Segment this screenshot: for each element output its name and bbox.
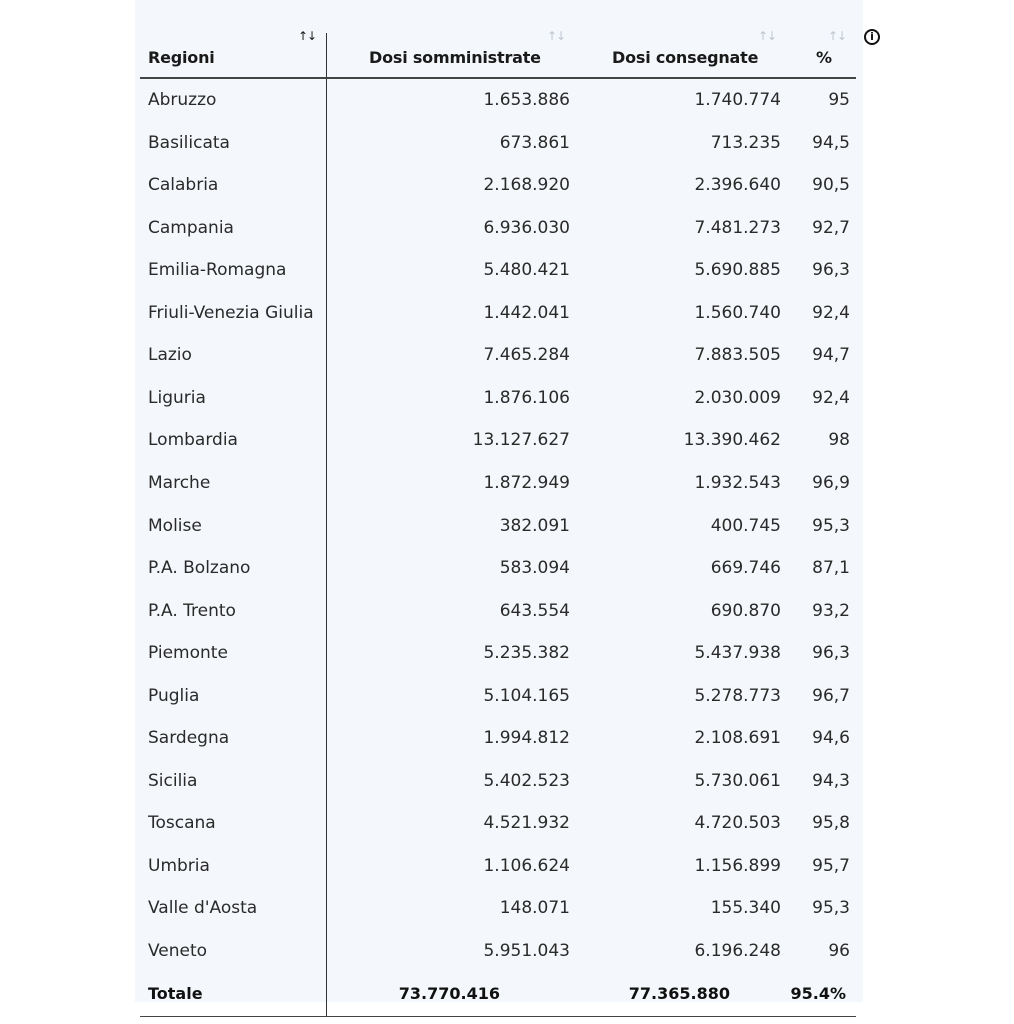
cell-percent: 94,6 xyxy=(812,728,850,748)
cell-region: Calabria xyxy=(148,175,219,195)
cell-delivered: 713.235 xyxy=(710,133,781,153)
cell-region: Lombardia xyxy=(148,430,238,450)
cell-percent: 95,3 xyxy=(812,516,850,536)
cell-percent: 98 xyxy=(828,430,850,450)
cell-region: Valle d'Aosta xyxy=(148,898,258,918)
total-row xyxy=(0,979,1014,1009)
table-row xyxy=(0,851,1014,881)
table-row xyxy=(0,723,1014,753)
table-row xyxy=(0,936,1014,966)
cell-delivered: 669.746 xyxy=(710,558,781,578)
cell-delivered: 6.196.248 xyxy=(694,941,781,961)
cell-administered: 2.168.920 xyxy=(483,175,570,195)
cell-region: Puglia xyxy=(148,686,200,706)
table-row xyxy=(0,766,1014,796)
cell-administered: 1.106.624 xyxy=(483,856,570,876)
cell-administered: 5.480.421 xyxy=(483,260,570,280)
cell-percent: 95,3 xyxy=(812,898,850,918)
total-percent: 95.4% xyxy=(790,984,846,1003)
cell-region: Toscana xyxy=(148,813,216,833)
table-row xyxy=(0,85,1014,115)
cell-percent: 90,5 xyxy=(812,175,850,195)
sort-icon-delivered[interactable]: ↑↓ xyxy=(758,29,777,43)
cell-region: Emilia-Romagna xyxy=(148,260,287,280)
cell-percent: 95,8 xyxy=(812,813,850,833)
cell-percent: 92,4 xyxy=(812,388,850,408)
cell-administered: 4.521.932 xyxy=(483,813,570,833)
cell-administered: 643.554 xyxy=(499,601,570,621)
cell-region: Basilicata xyxy=(148,133,230,153)
cell-percent: 96,7 xyxy=(812,686,850,706)
table-row xyxy=(0,255,1014,285)
table-row xyxy=(0,808,1014,838)
cell-delivered: 5.690.885 xyxy=(694,260,781,280)
cell-delivered: 4.720.503 xyxy=(694,813,781,833)
table-row xyxy=(0,511,1014,541)
cell-percent: 92,7 xyxy=(812,218,850,238)
cell-percent: 94,7 xyxy=(812,345,850,365)
table-row xyxy=(0,213,1014,243)
table-row xyxy=(0,468,1014,498)
cell-administered: 5.235.382 xyxy=(483,643,570,663)
table-row xyxy=(0,298,1014,328)
sort-icon-administered[interactable]: ↑↓ xyxy=(547,29,566,43)
header-percent[interactable]: % xyxy=(816,48,832,67)
table-row xyxy=(0,553,1014,583)
total-label: Totale xyxy=(148,984,203,1003)
cell-percent: 95 xyxy=(828,90,850,110)
cell-percent: 87,1 xyxy=(812,558,850,578)
cell-delivered: 2.396.640 xyxy=(694,175,781,195)
cell-percent: 94,5 xyxy=(812,133,850,153)
total-delivered: 77.365.880 xyxy=(628,984,730,1003)
cell-percent: 96,3 xyxy=(812,260,850,280)
cell-percent: 96 xyxy=(828,941,850,961)
cell-region: P.A. Trento xyxy=(148,601,236,621)
cell-administered: 5.104.165 xyxy=(483,686,570,706)
cell-region: Sardegna xyxy=(148,728,230,748)
cell-administered: 583.094 xyxy=(499,558,570,578)
cell-administered: 5.951.043 xyxy=(483,941,570,961)
table-row xyxy=(0,638,1014,668)
cell-region: Abruzzo xyxy=(148,90,217,110)
cell-delivered: 7.481.273 xyxy=(694,218,781,238)
cell-region: Sicilia xyxy=(148,771,198,791)
table-row xyxy=(0,170,1014,200)
header-administered[interactable]: Dosi somministrate xyxy=(369,48,541,67)
cell-percent: 94,3 xyxy=(812,771,850,791)
cell-administered: 673.861 xyxy=(499,133,570,153)
cell-region: Marche xyxy=(148,473,211,493)
table-row xyxy=(0,425,1014,455)
cell-delivered: 1.740.774 xyxy=(694,90,781,110)
cell-percent: 92,4 xyxy=(812,303,850,323)
cell-delivered: 5.730.061 xyxy=(694,771,781,791)
cell-region: Veneto xyxy=(148,941,208,961)
total-administered: 73.770.416 xyxy=(398,984,500,1003)
cell-administered: 1.872.949 xyxy=(483,473,570,493)
table-row xyxy=(0,340,1014,370)
cell-administered: 6.936.030 xyxy=(483,218,570,238)
cell-delivered: 5.278.773 xyxy=(694,686,781,706)
cell-delivered: 1.156.899 xyxy=(694,856,781,876)
cell-delivered: 2.108.691 xyxy=(694,728,781,748)
table-row xyxy=(0,596,1014,626)
cell-delivered: 400.745 xyxy=(710,516,781,536)
info-icon[interactable]: i xyxy=(864,29,880,45)
footer-rule xyxy=(140,1016,856,1017)
header-regioni[interactable]: Regioni xyxy=(148,48,215,67)
cell-region: Friuli-Venezia Giulia xyxy=(148,303,314,323)
cell-region: Molise xyxy=(148,516,202,536)
cell-region: Campania xyxy=(148,218,234,238)
cell-percent: 95,7 xyxy=(812,856,850,876)
cell-administered: 1.442.041 xyxy=(483,303,570,323)
cell-administered: 13.127.627 xyxy=(472,430,570,450)
cell-delivered: 1.932.543 xyxy=(694,473,781,493)
cell-region: Liguria xyxy=(148,388,206,408)
cell-region: Piemonte xyxy=(148,643,228,663)
cell-administered: 1.653.886 xyxy=(483,90,570,110)
cell-administered: 148.071 xyxy=(499,898,570,918)
cell-administered: 1.876.106 xyxy=(483,388,570,408)
cell-administered: 382.091 xyxy=(499,516,570,536)
cell-administered: 5.402.523 xyxy=(483,771,570,791)
table-row xyxy=(0,681,1014,711)
cell-delivered: 13.390.462 xyxy=(683,430,781,450)
cell-percent: 93,2 xyxy=(812,601,850,621)
cell-delivered: 2.030.009 xyxy=(694,388,781,408)
cell-region: Umbria xyxy=(148,856,210,876)
cell-delivered: 1.560.740 xyxy=(694,303,781,323)
cell-delivered: 690.870 xyxy=(710,601,781,621)
header-delivered[interactable]: Dosi consegnate xyxy=(612,48,759,67)
cell-delivered: 155.340 xyxy=(710,898,781,918)
sort-icon-percent[interactable]: ↑↓ xyxy=(828,29,847,43)
sort-icon-regioni[interactable]: ↑↓ xyxy=(298,29,317,43)
table-row xyxy=(0,128,1014,158)
cell-region: P.A. Bolzano xyxy=(148,558,251,578)
header-rule xyxy=(140,77,856,79)
cell-region: Lazio xyxy=(148,345,192,365)
cell-percent: 96,3 xyxy=(812,643,850,663)
cell-delivered: 7.883.505 xyxy=(694,345,781,365)
table-row xyxy=(0,893,1014,923)
cell-administered: 7.465.284 xyxy=(483,345,570,365)
cell-administered: 1.994.812 xyxy=(483,728,570,748)
cell-percent: 96,9 xyxy=(812,473,850,493)
cell-delivered: 5.437.938 xyxy=(694,643,781,663)
table-row xyxy=(0,383,1014,413)
